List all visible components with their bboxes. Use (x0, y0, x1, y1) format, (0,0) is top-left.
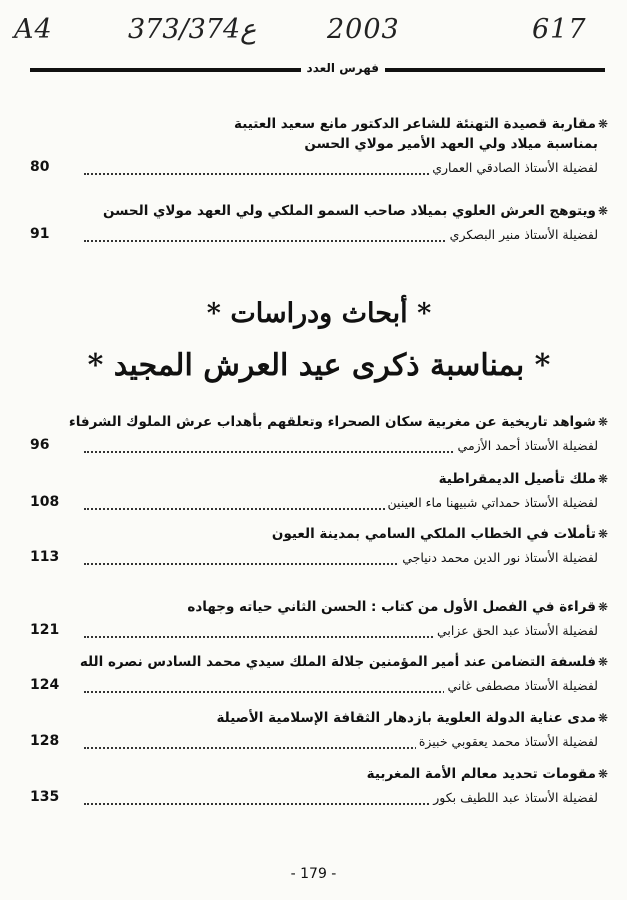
handwritten-year: 2003 (327, 14, 400, 45)
page-number: - 179 - (290, 866, 337, 882)
entry-author: لفضيلة الأستاذ مصطفى غاني (444, 678, 598, 693)
toc-entry (30, 201, 608, 247)
entry-page: 96 (30, 437, 50, 453)
entry-page: 128 (30, 733, 60, 749)
entry-author: لفضيلة الأستاذ محمد يعقوبي خبيزة (416, 734, 598, 749)
header-label: فهرس العدد (301, 61, 385, 75)
toc-entry (30, 708, 608, 754)
entry-author: لفضيلة الأستاذ عبد الحق عزابي (434, 623, 598, 638)
entry-author-row (30, 493, 608, 515)
entry-title: ❋مقاربة قصيدة التهنئة للشاعر الدكتور مانع سعيد العتيبة (234, 116, 608, 132)
entry-author: لفضيلة الأستاذ نور الدين محمد دنياجي (399, 550, 598, 565)
entry-author-row (30, 788, 608, 810)
entry-title: ❋تأملات في الخطاب الملكي السامي بمدينة العيون (271, 526, 608, 542)
entry-author: لفضيلة الأستاذ حمداتي شبيهنا ماء العينين (385, 495, 598, 510)
entry-title: ❋مدى عناية الدولة العلوية بازدهار الثقافة الإسلامية الأصيلة (216, 710, 608, 726)
entry-title: ❋قراءة في الفصل الأول من كتاب : الحسن الثاني حياته وجهاده (187, 599, 608, 615)
toc-entry (30, 469, 608, 515)
handwritten-code-left: A4 (14, 14, 53, 45)
entry-title: ❋ويتوهج العرش العلوي بميلاد صاحب السمو الملكي ولي العهد مولاي الحسن (103, 203, 608, 219)
handwritten-code-number: 373/374ع (128, 14, 257, 45)
section-heading-throne-day: * بمناسبة ذكرى عيد العرش المجيد * (87, 348, 551, 383)
entry-page: 80 (30, 159, 50, 175)
entry-page: 91 (30, 226, 50, 242)
toc-entry (30, 652, 608, 698)
entry-author: لفضيلة الأستاذ الصادقي العماري (429, 160, 598, 175)
toc-entry (30, 597, 608, 643)
entry-title: ❋فلسفة التضامن عند أمير المؤمنين جلالة الملك سيدي محمد السادس نصره الله (79, 654, 608, 670)
toc-entry (30, 764, 608, 810)
entry-page: 135 (30, 789, 60, 805)
entry-title: ❋مقومات تحديد معالم الأمة المغربية (366, 766, 608, 782)
entry-page: 121 (30, 622, 60, 638)
handwritten-code-right: 617 (532, 14, 587, 45)
toc-entry (30, 114, 608, 180)
entry-page: 124 (30, 677, 60, 693)
entry-author: لفضيلة الأستاذ منير البصكري (447, 227, 598, 242)
entry-title: ❋ملك تأصيل الديمقراطية (438, 471, 608, 487)
toc-entry (30, 412, 608, 458)
entry-author: لفضيلة الأستاذ عبد اللطيف بكور (430, 790, 598, 805)
section-heading-research: * أبحاث ودراسات * (206, 298, 432, 329)
entry-subtitle: بمناسبة ميلاد ولي العهد الأمير مولاي الحسن (304, 136, 598, 152)
entry-author-row (30, 225, 608, 247)
entry-author-row (30, 732, 608, 754)
entry-page: 108 (30, 494, 60, 510)
entry-title: ❋شواهد تاريخية عن مغربية سكان الصحراء وتعلقهم بأهداب عرش الملوك الشرفاء (68, 414, 608, 430)
toc-entry (30, 524, 608, 570)
entry-author-row (30, 676, 608, 698)
entry-author-row (30, 548, 608, 570)
entry-author: لفضيلة الأستاذ أحمد الأزمي (455, 438, 598, 453)
entry-author-row (30, 158, 608, 180)
entry-author-row (30, 436, 608, 458)
header-bar (30, 62, 605, 79)
entry-page: 113 (30, 549, 60, 565)
entry-author-row (30, 621, 608, 643)
